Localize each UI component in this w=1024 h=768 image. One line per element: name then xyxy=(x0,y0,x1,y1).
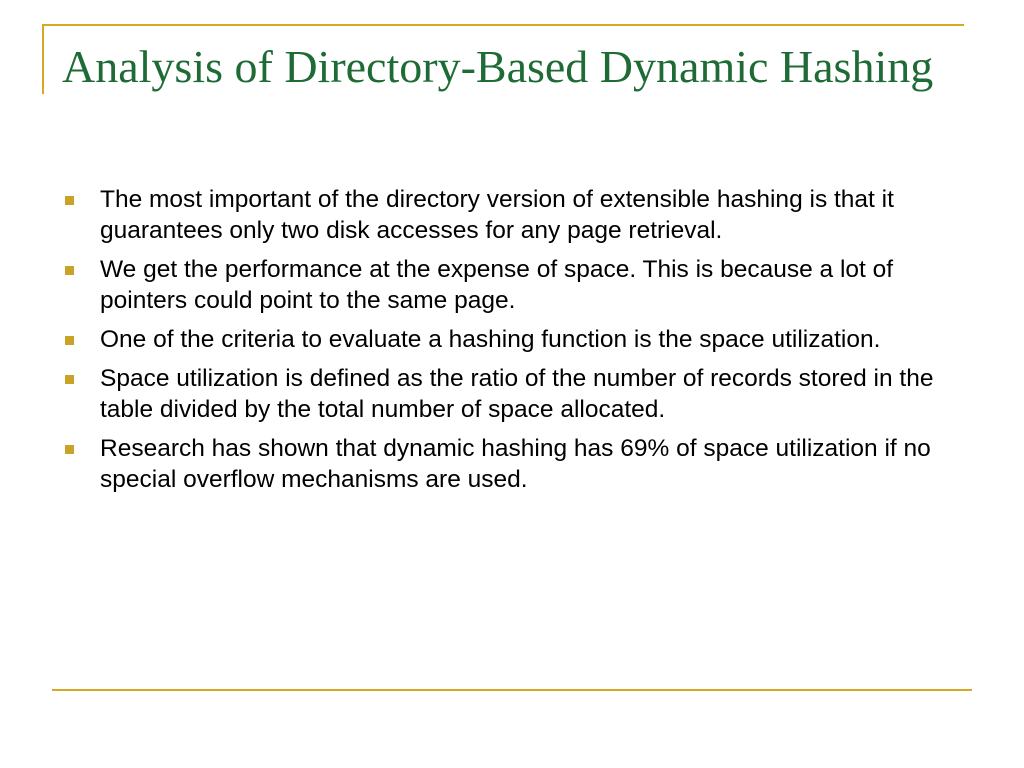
bullet-text: Research has shown that dynamic hashing has 69% of space utilization if no special overflow mechanisms are used. xyxy=(100,435,931,493)
bullet-text: Space utilization is defined as the ratio of the number of records stored in the table divided by the total number of space allocated. xyxy=(100,365,934,423)
bullet-item xyxy=(62,184,982,246)
top-accent-rule xyxy=(42,24,964,26)
bullet-text: One of the criteria to evaluate a hashing function is the space utilization. xyxy=(100,326,881,353)
bullet-item xyxy=(62,433,982,495)
slide-title: Analysis of Directory-Based Dynamic Hashing xyxy=(62,41,934,92)
bottom-accent-rule xyxy=(52,689,972,691)
bullet-item xyxy=(62,363,982,425)
square-bullet-icon xyxy=(65,336,74,345)
left-accent-rule xyxy=(42,24,44,94)
square-bullet-icon xyxy=(65,266,74,275)
square-bullet-icon xyxy=(65,196,74,205)
bullet-text: The most important of the directory version of extensible hashing is that it guarantees only two disk accesses for any page retrieval. xyxy=(100,186,894,244)
square-bullet-icon xyxy=(65,375,74,384)
bullet-list xyxy=(62,184,982,503)
square-bullet-icon xyxy=(65,445,74,454)
bullet-item xyxy=(62,324,982,355)
bullet-text: We get the performance at the expense of space. This is because a lot of pointers could point to the same page. xyxy=(100,256,894,314)
bullet-item xyxy=(62,254,982,316)
